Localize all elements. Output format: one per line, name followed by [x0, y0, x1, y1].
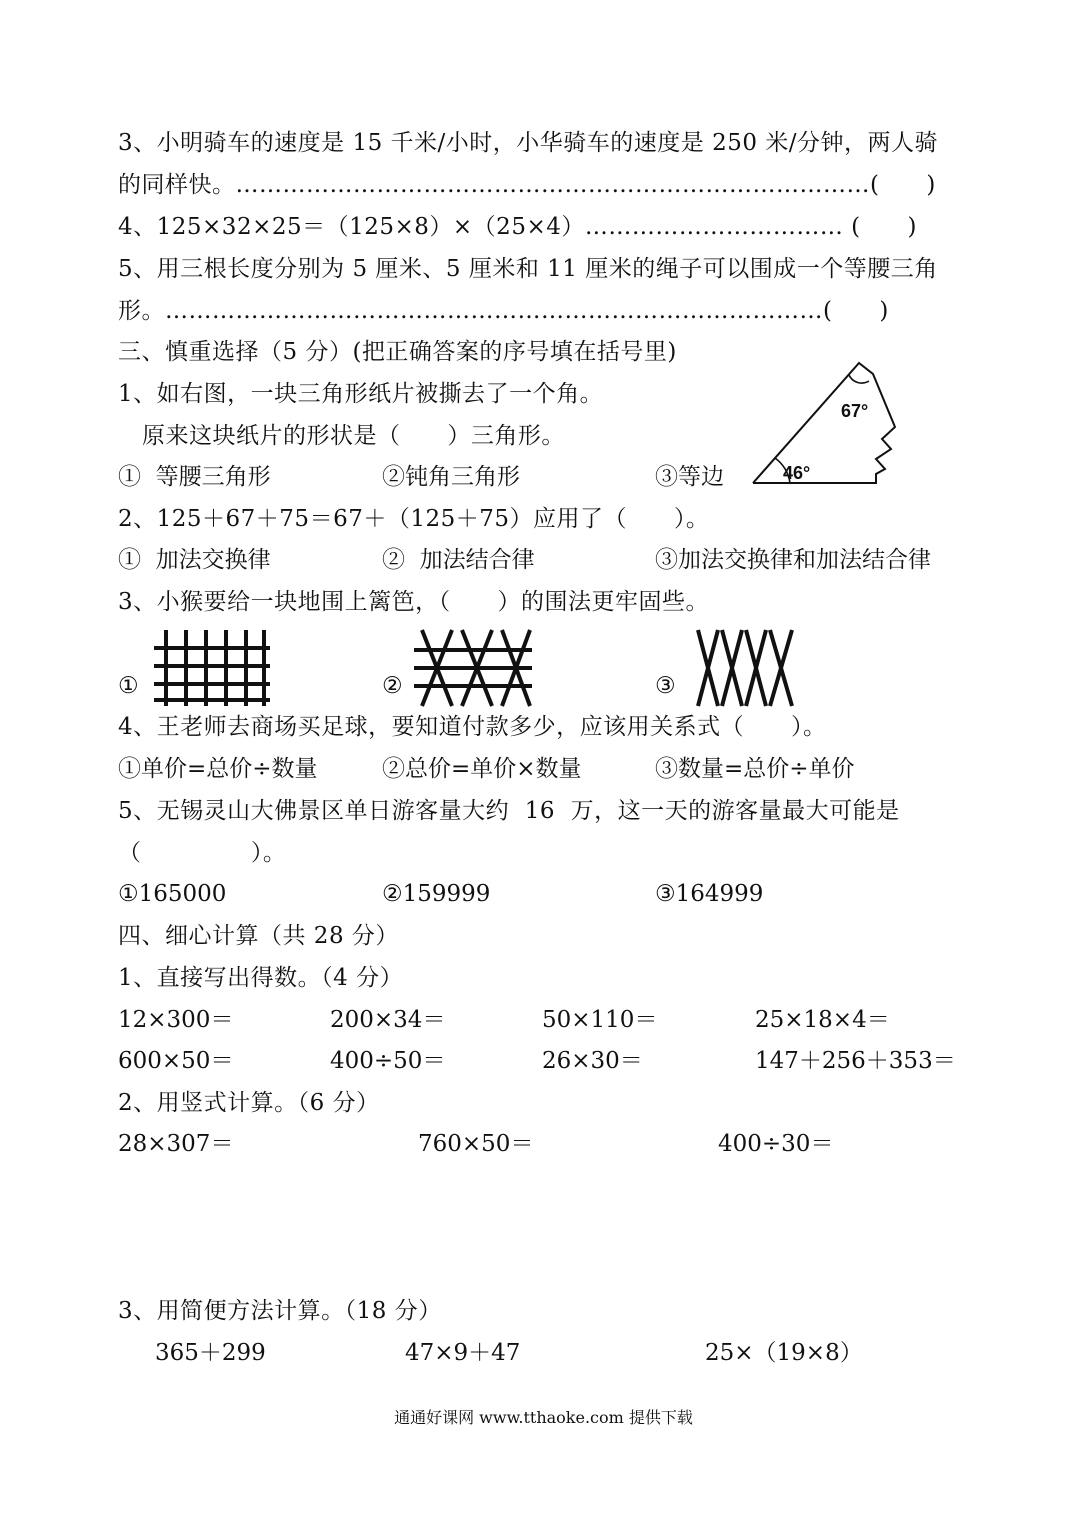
choice-q5-line1: 5、无锡灵山大佛景区单日游客量大约 16 万，这一天的游客量最大可能是: [118, 798, 900, 824]
calc-p1-item: 50×110＝: [542, 1007, 658, 1033]
choice-q1-line1: 1、如右图，一块三角形纸片被撕去了一个角。: [118, 381, 604, 407]
torn-triangle-figure: [745, 355, 905, 490]
choice-q3: 3、小猴要给一块地围上篱笆，（ ）的围法更牢固些。: [118, 589, 709, 615]
calc-heading: 四、细心计算（共 28 分）: [118, 923, 399, 949]
fence-label-3: ③: [655, 673, 676, 699]
calc-p1-item: 600×50＝: [118, 1048, 234, 1074]
judge-q4: 4、125×32×25＝（125×8）×（25×4）…………………………… ( ): [118, 214, 917, 240]
choice-heading: 三、慎重选择（5 分）(把正确答案的序号填在括号里): [118, 339, 677, 365]
judge-q3-line2: 的同样快。………………………………………………………………………( ): [118, 172, 936, 198]
footer-source: 通通好课网 www.tthaoke.com 提供下载: [394, 1408, 693, 1427]
choice-q1-option-3: ③等边: [655, 464, 724, 490]
judge-q5-line2: 形。…………………………………………………………………………( ): [118, 298, 889, 324]
choice-q1-option-1: ① 等腰三角形: [118, 464, 271, 490]
calc-p1-item: 200×34＝: [330, 1007, 446, 1033]
calc-p3-item: 47×9＋47: [405, 1340, 521, 1366]
choice-q4-option-2: ②总价=单价×数量: [382, 756, 582, 782]
angle-67-label: 67°: [841, 401, 869, 421]
calc-p1-item: 25×18×4＝: [755, 1007, 890, 1033]
calc-part2-title: 2、用竖式计算。（6 分）: [118, 1090, 380, 1116]
angle-46-label: 46°: [783, 463, 811, 483]
calc-p2-item: 760×50＝: [418, 1131, 534, 1157]
calc-p1-item: 26×30＝: [542, 1048, 643, 1074]
choice-q4-option-3: ③数量=总价÷单价: [655, 756, 855, 782]
fence-mixed-figure: [412, 628, 534, 708]
choice-q2: 2、125＋67＋75＝67＋（125＋75）应用了（ ）。: [118, 506, 710, 532]
calc-p1-item: 147＋256＋353＝: [755, 1048, 956, 1074]
calc-p1-item: 12×300＝: [118, 1007, 234, 1033]
calc-part1-title: 1、直接写出得数。（4 分）: [118, 965, 404, 991]
calc-p2-item: 28×307＝: [118, 1131, 234, 1157]
choice-q5-line2: （ ）。: [118, 840, 287, 866]
choice-q4-option-1: ①单价=总价÷数量: [118, 756, 318, 782]
choice-q5-option-2: ②159999: [382, 881, 491, 907]
calc-p1-item: 400÷50＝: [330, 1048, 446, 1074]
fence-grid-figure: [152, 628, 272, 708]
calc-part3-title: 3、用简便方法计算。（18 分）: [118, 1298, 442, 1324]
choice-q5-option-1: ①165000: [118, 881, 227, 907]
choice-q1-option-2: ②钝角三角形: [382, 464, 520, 490]
choice-q5-option-3: ③164999: [655, 881, 764, 907]
judge-q5-line1: 5、用三根长度分别为 5 厘米、5 厘米和 11 厘米的绳子可以围成一个等腰三角: [118, 256, 938, 282]
calc-p3-item: 25×（19×8）: [705, 1340, 863, 1366]
calc-p3-item: 365＋299: [155, 1340, 266, 1366]
judge-q3-line1: 3、小明骑车的速度是 15 千米/小时，小华骑车的速度是 250 米/分钟，两人骑: [118, 130, 939, 156]
fence-label-1: ①: [118, 673, 139, 699]
choice-q2-option-1: ① 加法交换律: [118, 547, 271, 573]
choice-q4: 4、王老师去商场买足球，要知道付款多少，应该用关系式（ ）。: [118, 714, 827, 740]
calc-p2-item: 400÷30＝: [718, 1131, 834, 1157]
fence-label-2: ②: [382, 673, 403, 699]
choice-q1-line2: 原来这块纸片的形状是（ ）三角形。: [142, 423, 565, 449]
choice-q2-option-3: ③加法交换律和加法结合律: [655, 547, 931, 573]
choice-q2-option-2: ② 加法结合律: [382, 547, 535, 573]
fence-crossed-figure: [694, 628, 798, 708]
